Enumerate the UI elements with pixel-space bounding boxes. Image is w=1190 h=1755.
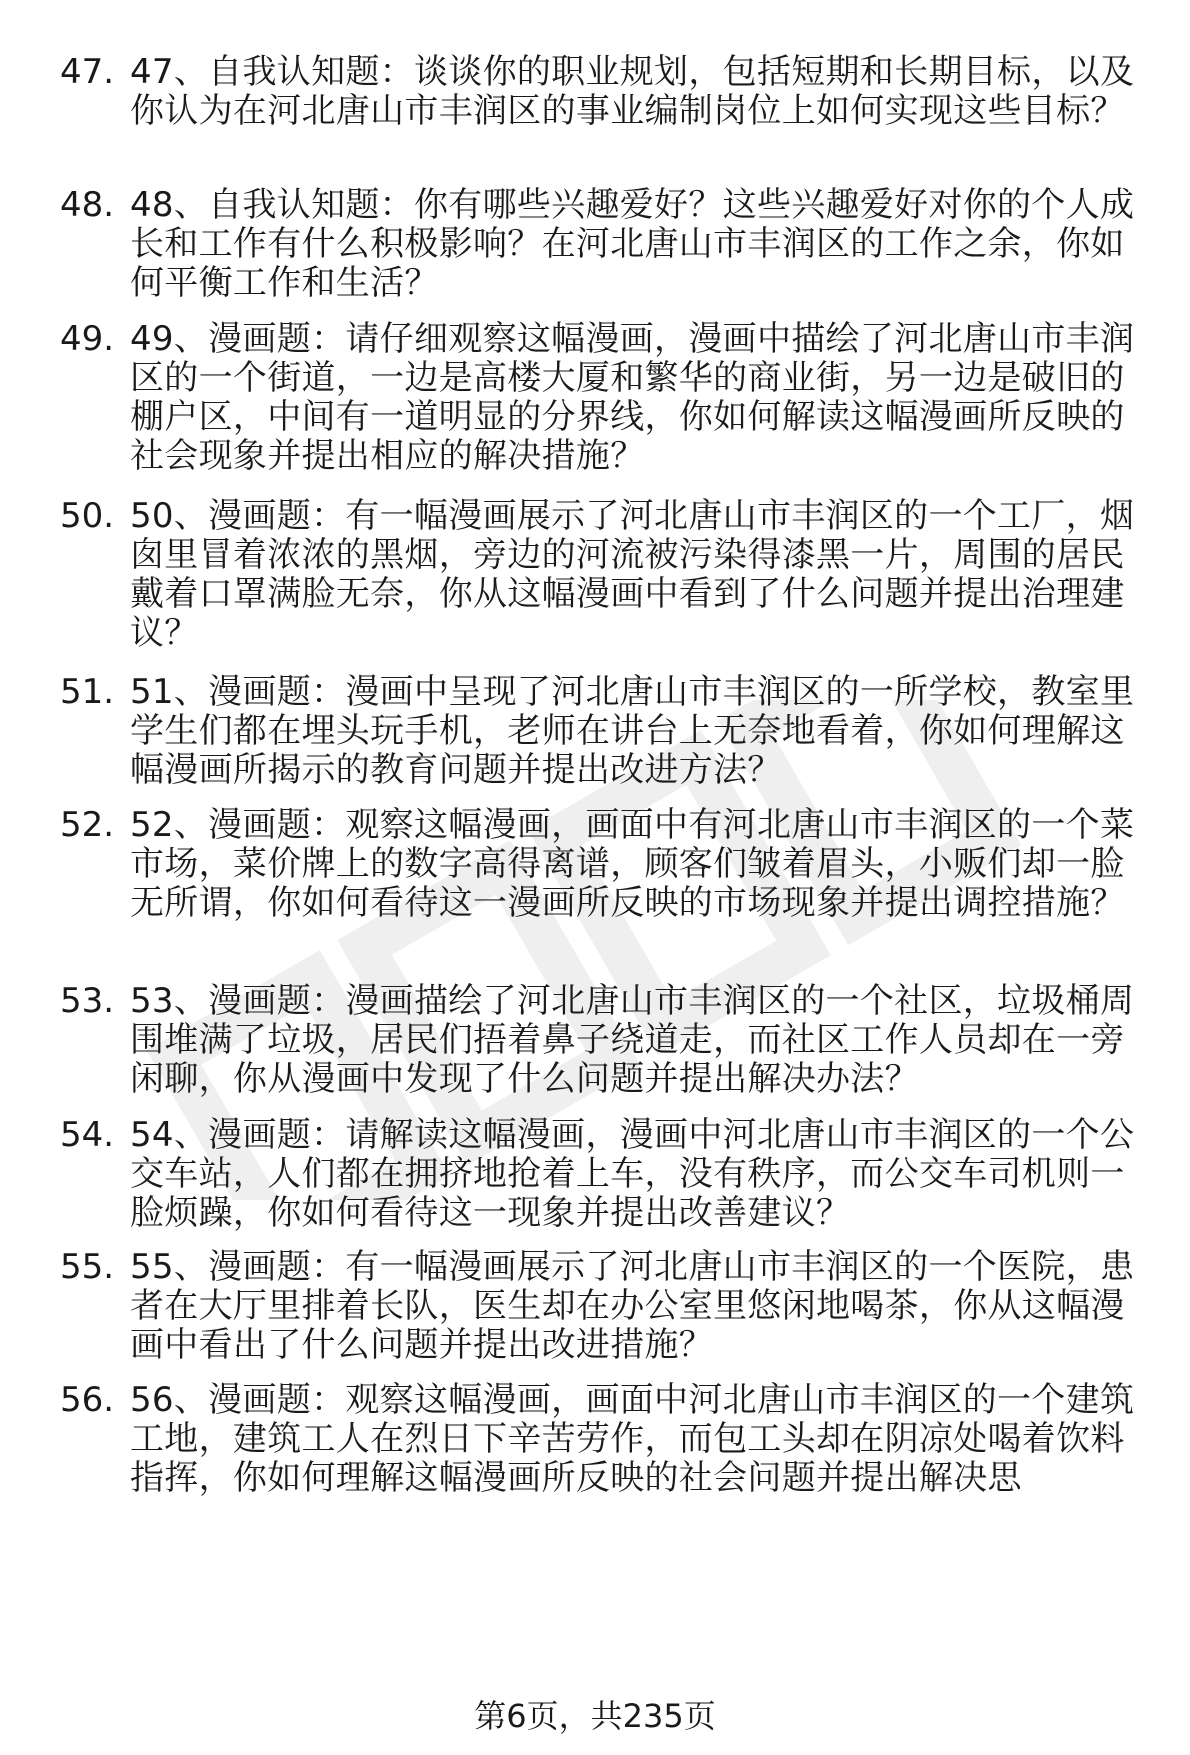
question-number: 56.: [60, 1380, 115, 1420]
question-number: 50.: [60, 496, 115, 536]
question-item: [60, 982, 1150, 1099]
question-number: 48.: [60, 185, 115, 225]
question-item: [60, 1248, 1150, 1365]
question-number: 55.: [60, 1247, 115, 1287]
page-footer: 第6页，共235页: [474, 1697, 716, 1735]
question-item: [60, 53, 1150, 131]
question-number: 49.: [60, 319, 115, 359]
question-item: [60, 1381, 1150, 1498]
question-text: 54、漫画题：请解读这幅漫画，漫画中河北唐山市丰润区的一个公交车站，人们都在拥挤地抢着上车，没有秩序，而公交车司机则一脸烦躁，你如何看待这一现象并提出改善建议？: [130, 1115, 1135, 1233]
question-number: 47.: [60, 52, 115, 92]
question-item: [60, 673, 1150, 790]
question-item: [60, 497, 1150, 653]
question-text: 51、漫画题：漫画中呈现了河北唐山市丰润区的一所学校，教室里学生们都在埋头玩手机，老师在讲台上无奈地看着，你如何理解这幅漫画所揭示的教育问题并提出改进方法？: [130, 672, 1135, 790]
question-number: 54.: [60, 1115, 115, 1155]
question-text: 50、漫画题：有一幅漫画展示了河北唐山市丰润区的一个工厂，烟囱里冒着浓浓的黑烟，旁边的河流被污染得漆黑一片，周围的居民戴着口罩满脸无奈，你从这幅漫画中看到了什么问题并提出治理建议？: [130, 496, 1135, 653]
question-number: 52.: [60, 805, 115, 845]
question-number: 53.: [60, 981, 115, 1021]
question-text: 53、漫画题：漫画描绘了河北唐山市丰润区的一个社区，垃圾桶周围堆满了垃圾，居民们捂着鼻子绕道走，而社区工作人员却在一旁闲聊，你从漫画中发现了什么问题并提出解决办法？: [130, 981, 1135, 1099]
question-item: [60, 806, 1150, 923]
question-text: 56、漫画题：观察这幅漫画，画面中河北唐山市丰润区的一个建筑工地，建筑工人在烈日下辛苦劳作，而包工头却在阴凉处喝着饮料指挥，你如何理解这幅漫画所反映的社会问题并提出解决思: [130, 1380, 1135, 1498]
question-text: 52、漫画题：观察这幅漫画，画面中有河北唐山市丰润区的一个菜市场，菜价牌上的数字高得离谱，顾客们皱着眉头，小贩们却一脸无所谓，你如何看待这一漫画所反映的市场现象并提出调控措施？: [130, 805, 1135, 923]
question-item: [60, 1116, 1150, 1233]
question-text: 47、自我认知题：谈谈你的职业规划，包括短期和长期目标，以及你认为在河北唐山市丰润区的事业编制岗位上如何实现这些目标？: [130, 52, 1135, 131]
question-item: [60, 320, 1150, 476]
question-item: [60, 186, 1150, 303]
question-text: 48、自我认知题：你有哪些兴趣爱好？这些兴趣爱好对你的个人成长和工作有什么积极影响？在河北唐山市丰润区的工作之余，你如何平衡工作和生活？: [130, 185, 1135, 303]
question-number: 51.: [60, 672, 115, 712]
question-text: 55、漫画题：有一幅漫画展示了河北唐山市丰润区的一个医院，患者在大厅里排着长队，医生却在办公室里悠闲地喝茶，你从这幅漫画中看出了什么问题并提出改进措施？: [130, 1247, 1135, 1365]
question-text: 49、漫画题：请仔细观察这幅漫画，漫画中描绘了河北唐山市丰润区的一个街道，一边是高楼大厦和繁华的商业街，另一边是破旧的棚户区，中间有一道明显的分界线，你如何解读这幅漫画所反映的社会现象并提出相应的解决措施？: [130, 319, 1135, 476]
